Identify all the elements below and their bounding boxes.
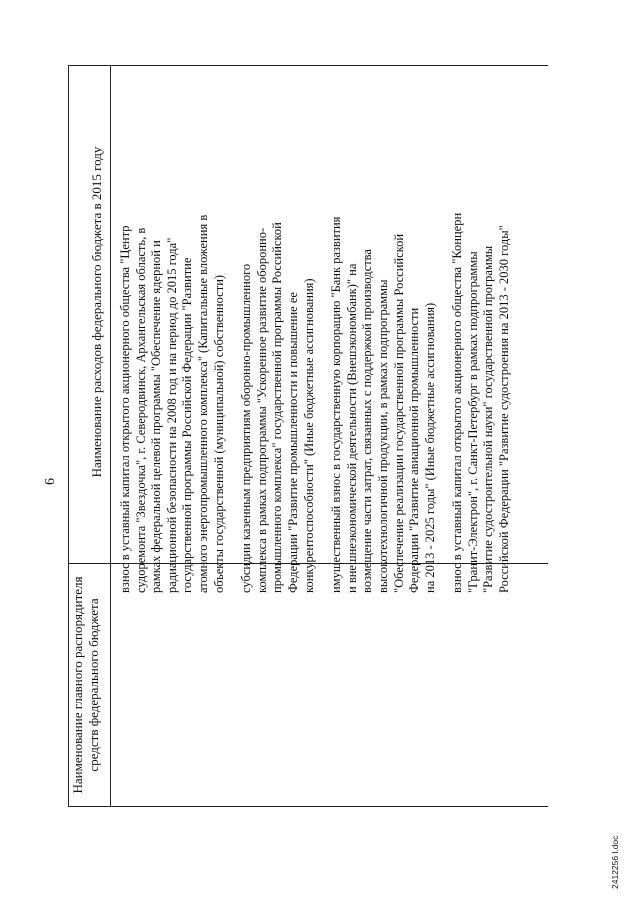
entry-line: судоремонта "Звездочка", г. Северодвинск, Архангельская область, в: [133, 227, 148, 593]
entry-line: субсидии казенным предприятиям оборонно-промышленного: [239, 263, 254, 593]
col2-header: Наименование расходов федерального бюджета в 2015 году: [89, 146, 104, 478]
expense-entry: [329, 83, 438, 593]
entry-line: конкурентоспособности" (Иные бюджетные ассигнования): [301, 278, 316, 593]
entry-line: на 2013 - 2025 годы" (Иные бюджетные ассигнования): [422, 302, 437, 593]
table-top-border: [68, 65, 69, 807]
entry-line: и внешнеэкономической деятельности (Внешэкономбанк)" на: [344, 263, 359, 593]
entry-line: высокотехнологичной продукции, в рамках подпрограммы: [375, 279, 390, 593]
col1-header: [70, 569, 102, 801]
entry-line: Федерации "Развитие промышленности и повышение ее: [285, 292, 300, 593]
entry-line: государственной программы Российской Федерации "Развитие: [180, 257, 195, 593]
expense-entry: [118, 83, 227, 593]
entry-line: взнос в уставный капитал открытого акционерного общества "Концерн: [450, 212, 465, 593]
entry-line: Российской Федерации "Развитие судостроения на 2013 - 2030 годы": [497, 225, 512, 593]
entry-line: возмещение части затрат, связанных с поддержкой производства: [360, 249, 375, 593]
col1-header-line: Наименование главного распорядителя: [70, 576, 85, 794]
entry-line: объекты государственной (муниципальной) собственности): [211, 274, 226, 593]
table-right-border: [68, 65, 548, 66]
table-left-border: [68, 806, 548, 807]
entry-line: атомного энергопромышленного комплекса" (Капитальные вложения в: [195, 214, 210, 593]
entry-line: промышленного комплекса" государственной программы Российской: [270, 222, 285, 593]
entry-line: радиационной безопасности на 2008 год и на период до 2015 года": [164, 237, 179, 593]
entry-line: "Развитие судостроительной науки" государственной программы: [481, 245, 496, 593]
expense-entry: [239, 83, 317, 593]
document-reference: 2412256 l.doc: [610, 835, 620, 889]
expense-entry: [450, 83, 512, 593]
entry-line: "Обеспечение реализации государственной программы Российской: [391, 233, 406, 593]
expense-entries: [118, 83, 525, 593]
header-bottom-border: [110, 65, 111, 807]
entry-line: комплекса в рамках подпрограммы "Ускоренное развитие оборонно-: [254, 227, 269, 593]
entry-line: Федерации "Развитие авиационной промышленности: [407, 307, 422, 593]
entry-line: взнос в уставный капитал открытого акционерного общества "Центр: [118, 225, 132, 593]
page-number: 6: [43, 478, 58, 485]
entry-line: "Гранит-Электрон", г. Санкт-Петербург в рамках подпрограммы: [465, 251, 480, 593]
entry-line: рамках федеральной целевой программы "Обеспечение ядерной и: [149, 240, 164, 593]
col1-header-line: средств федерального бюджета: [86, 598, 101, 772]
entry-line: имущественный взнос в государственную корпорацию "Банк развития: [329, 216, 344, 593]
